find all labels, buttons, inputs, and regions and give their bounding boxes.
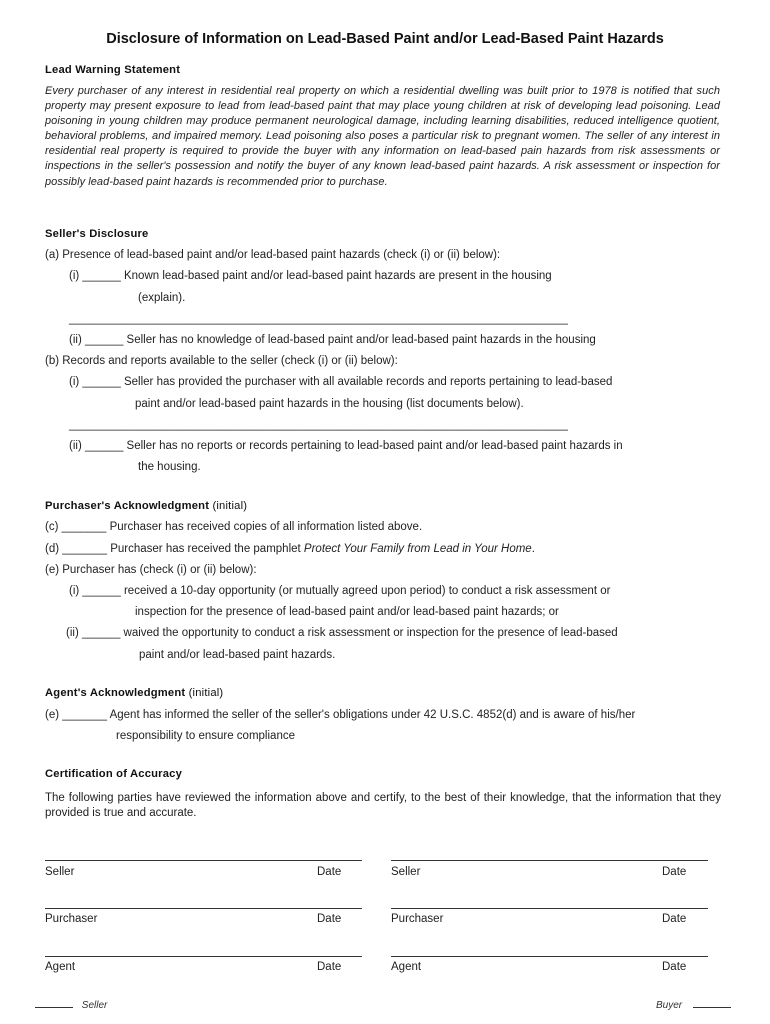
page-title: Disclosure of Information on Lead-Based Paint and/or Lead-Based Paint Hazards — [106, 31, 664, 47]
seller-disclosure-heading: Seller's Disclosure — [45, 228, 149, 240]
seller-item-b-ii-cont: the housing. — [138, 461, 201, 473]
signature-label-purchaser-right: Purchaser — [391, 913, 444, 925]
seller-item-b-ii[interactable]: (ii) ______ Seller has no reports or records pertaining to lead-based paint and/or lead-based paint hazards in — [69, 440, 623, 452]
signature-label-seller-right: Seller — [391, 866, 421, 878]
signature-line-purchaser-left[interactable] — [45, 908, 362, 909]
seller-documents-line[interactable]: ______________________________________________________________________________ — [69, 419, 568, 431]
signature-date-seller-left: Date — [317, 866, 342, 878]
purchaser-item-d-text: (d) _______ Purchaser has received the pamphlet — [45, 543, 304, 555]
purchaser-item-c[interactable]: (c) _______ Purchaser has received copies of all information listed above. — [45, 521, 423, 533]
purchaser-ack-heading — [45, 500, 247, 512]
purchaser-item-e-ii[interactable]: (ii) ______ waived the opportunity to conduct a risk assessment or inspection for the presence of lead-based — [66, 627, 618, 639]
purchaser-item-d[interactable] — [45, 543, 535, 555]
footer-seller-initial[interactable] — [35, 998, 107, 1011]
certification-heading: Certification of Accuracy — [45, 768, 183, 780]
signature-label-agent-right: Agent — [391, 961, 422, 973]
purchaser-item-e-ii-cont: paint and/or lead-based paint hazards. — [139, 649, 336, 661]
signature-label-purchaser-left: Purchaser — [45, 913, 98, 925]
signature-line-purchaser-right[interactable] — [391, 908, 708, 909]
agent-ack-heading — [45, 687, 223, 699]
lead-warning-heading: Lead Warning Statement — [45, 64, 181, 76]
signature-line-seller-right[interactable] — [391, 860, 708, 861]
signature-line-agent-right[interactable] — [391, 956, 708, 957]
signature-date-seller-right: Date — [662, 866, 687, 878]
seller-item-b: (b) Records and reports available to the seller (check (i) or (ii) below): — [45, 355, 398, 367]
seller-initial-blank[interactable] — [35, 998, 73, 1008]
seller-item-a-i[interactable]: (i) ______ Known lead-based paint and/or lead-based paint hazards are present in the housing — [69, 270, 552, 282]
purchaser-item-e-i[interactable]: (i) ______ received a 10-day opportunity (or mutually agreed upon period) to conduct a risk assessment or — [69, 585, 611, 597]
signature-label-seller-left: Seller — [45, 866, 75, 878]
signature-line-seller-left[interactable] — [45, 860, 362, 861]
agent-ack-title: Agent's Acknowledgment — [45, 687, 186, 699]
signature-date-agent-left: Date — [317, 961, 342, 973]
certification-body: The following parties have reviewed the information above and certify, to the best of their knowledge, that the information that they provided is true and accurate. — [45, 792, 721, 819]
pamphlet-title: Protect Your Family from Lead in Your Home — [303, 543, 532, 555]
seller-item-b-i-cont: paint and/or lead-based paint hazards in the housing (list documents below). — [135, 398, 524, 410]
seller-item-a-ii[interactable]: (ii) ______ Seller has no knowledge of lead-based paint and/or lead-based paint hazards in the housing — [69, 334, 596, 346]
seller-item-b-i[interactable]: (i) ______ Seller has provided the purchaser with all available records and reports pertaining to lead-based — [69, 376, 613, 388]
signature-label-agent-left: Agent — [45, 961, 76, 973]
seller-explain-line[interactable]: ______________________________________________________________________________ — [69, 313, 568, 325]
agent-item-e[interactable]: (e) _______ Agent has informed the seller of the seller's obligations under 42 U.S.C. 4852(d) and is aware of his/her — [45, 709, 636, 721]
purchaser-item-e-i-cont: inspection for the presence of lead-based paint and/or lead-based paint hazards; or — [135, 606, 559, 618]
purchaser-item-e: (e) Purchaser has (check (i) or (ii) below): — [45, 564, 257, 576]
purchaser-item-d-period: . — [531, 543, 535, 555]
footer-buyer-initial[interactable] — [656, 998, 731, 1011]
footer-seller-label: Seller — [81, 1000, 108, 1011]
purchaser-ack-initial-note: (initial) — [212, 500, 248, 512]
seller-item-a-i-explain: (explain). — [138, 292, 186, 304]
purchaser-ack-title: Purchaser's Acknowledgment — [45, 500, 210, 512]
signature-line-agent-left[interactable] — [45, 956, 362, 957]
agent-item-e-cont: responsibility to ensure compliance — [116, 730, 295, 742]
lead-warning-body: Every purchaser of any interest in residential real property on which a residential dwelling was built prior to 1978 is notified that such property may present exposure to lead from lead-based paint that may place young children at risk of developing lead poisoning. Lead poisoning in young children may produce permanent neurological damage, including learning disabilities, reduced intelligence quotient, behavioral problems, and impaired memory. Lead poisoning also poses a particular risk to pregnant women. The seller of any interest in residential real property is required to provide the buyer with any information on lead-based pain hazards from risk assessments or inspections in the seller's possession and notify the buyer of any known lead-based paint hazards. A risk assessment or inspection for possibly lead-based paint hazards is recommended prior to purchase. — [45, 85, 720, 188]
footer-buyer-label: Buyer — [656, 1000, 683, 1011]
signature-date-purchaser-left: Date — [317, 913, 342, 925]
seller-item-a: (a) Presence of lead-based paint and/or lead-based paint hazards (check (i) or (ii) below): — [45, 249, 501, 261]
signature-date-agent-right: Date — [662, 961, 687, 973]
agent-ack-initial-note: (initial) — [188, 687, 224, 699]
signature-date-purchaser-right: Date — [662, 913, 687, 925]
buyer-initial-blank[interactable] — [693, 998, 731, 1008]
